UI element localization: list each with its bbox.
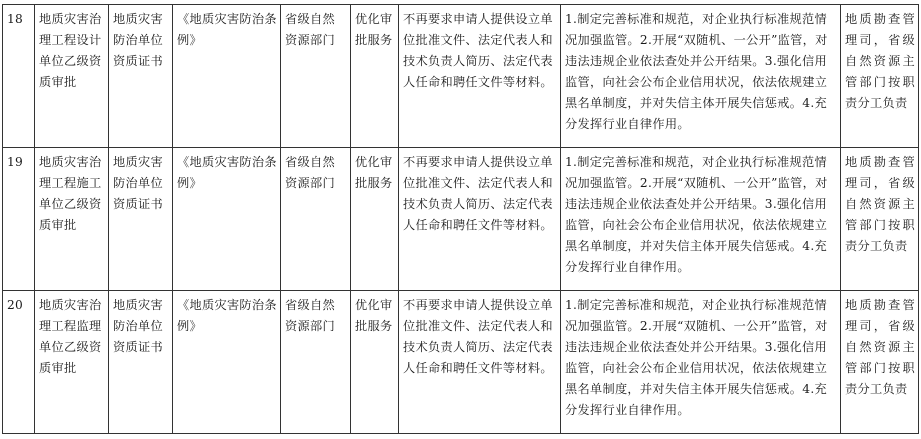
table-row (3, 291, 919, 434)
authority-cell: 省级自然资源部门 (281, 291, 351, 434)
certificate-cell: 地质灾害防治单位资质证书 (109, 148, 173, 291)
responsible-department-cell: 地质勘查管理司，省级自然资源主管部门按职责分工负责 (841, 5, 919, 148)
item-name-cell: 地质灾害治理工程施工单位乙级资质审批 (35, 148, 109, 291)
reform-measure-cell: 不再要求申请人提供设立单位批准文件、法定代表人和技术负责人简历、法定代表人任命和聘任文件等材料。 (399, 5, 561, 148)
row-index: 18 (3, 5, 35, 148)
certificate-cell: 地质灾害防治单位资质证书 (109, 5, 173, 148)
authority-cell: 省级自然资源部门 (281, 148, 351, 291)
table-row (3, 5, 919, 148)
authority-cell: 省级自然资源部门 (281, 5, 351, 148)
legal-basis-cell: 《地质灾害防治条例》 (173, 148, 281, 291)
reform-measure-cell: 不再要求申请人提供设立单位批准文件、法定代表人和技术负责人简历、法定代表人任命和聘任文件等材料。 (399, 148, 561, 291)
legal-basis-cell: 《地质灾害防治条例》 (173, 291, 281, 434)
legal-basis-cell: 《地质灾害防治条例》 (173, 5, 281, 148)
approval-items-table (2, 4, 919, 434)
responsible-department-cell: 地质勘查管理司，省级自然资源主管部门按职责分工负责 (841, 148, 919, 291)
table-row (3, 148, 919, 291)
supervision-measure-cell: 1.制定完善标准和规范，对企业执行标准规范情况加强监管。2.开展“双随机、一公开”监管，对违法违规企业依法查处并公开结果。3.强化信用监管，向社会公布企业信用状况，依法依规建立黑名单制度，并对失信主体开展失信惩戒。4.充分发挥行业自律作用。 (561, 148, 841, 291)
reform-method-cell: 优化审批服务 (351, 291, 399, 434)
supervision-measure-cell: 1.制定完善标准和规范，对企业执行标准规范情况加强监管。2.开展“双随机、一公开”监管，对违法违规企业依法查处并公开结果。3.强化信用监管，向社会公布企业信用状况，依法依规建立黑名单制度，并对失信主体开展失信惩戒。4.充分发挥行业自律作用。 (561, 5, 841, 148)
supervision-measure-cell: 1.制定完善标准和规范，对企业执行标准规范情况加强监管。2.开展“双随机、一公开”监管，对违法违规企业依法查处并公开结果。3.强化信用监管，向社会公布企业信用状况，依法依规建立黑名单制度，并对失信主体开展失信惩戒。4.充分发挥行业自律作用。 (561, 291, 841, 434)
reform-measure-cell: 不再要求申请人提供设立单位批准文件、法定代表人和技术负责人简历、法定代表人任命和聘任文件等材料。 (399, 291, 561, 434)
item-name-cell: 地质灾害治理工程监理单位乙级资质审批 (35, 291, 109, 434)
responsible-department-cell: 地质勘查管理司，省级自然资源主管部门按职责分工负责 (841, 291, 919, 434)
certificate-cell: 地质灾害防治单位资质证书 (109, 291, 173, 434)
reform-method-cell: 优化审批服务 (351, 148, 399, 291)
row-index: 20 (3, 291, 35, 434)
reform-method-cell: 优化审批服务 (351, 5, 399, 148)
item-name-cell: 地质灾害治理工程设计单位乙级资质审批 (35, 5, 109, 148)
row-index: 19 (3, 148, 35, 291)
